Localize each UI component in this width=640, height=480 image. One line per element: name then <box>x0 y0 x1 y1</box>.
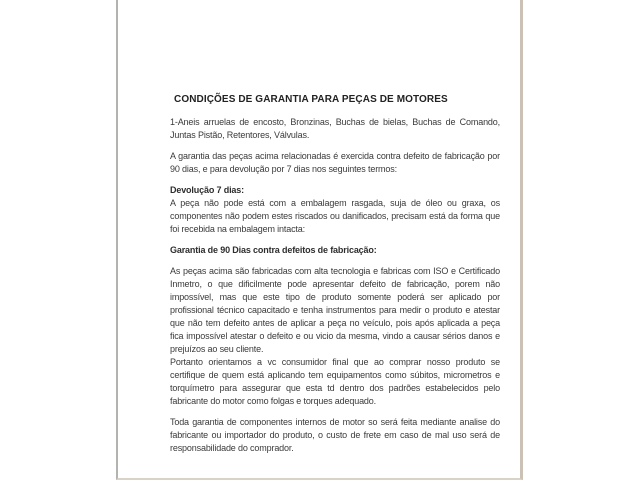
document-panel <box>116 0 523 480</box>
paragraph-warranty-terms <box>170 150 500 176</box>
garantia-heading: Garantia de 90 Dias contra defeitos de fabricação: <box>170 245 377 255</box>
paragraph-text: A garantia das peças acima relacionadas é exercida contra defeito de fabricação por 90 dias, e para devolução por 7 dias nos seguintes termos: <box>170 151 500 174</box>
document-title: CONDIÇÕES DE GARANTIA PARA PEÇAS DE MOTORES <box>174 94 448 105</box>
paragraph-text: As peças acima são fabricadas com alta tecnologia e fabricas com ISO e Certificado Inmetro, o que dificilmente pode apresentar defeito de fabricação, porem não impossível, mas que este tipo de produto somente poderá ser aplicado por profissional técnico capacitado e tenha instrumentos para medir o produto e atestar que não tem defeito antes de aplicar a peça no veículo, pois após aplicada a peça fica impossível atestar o defeito e ou vicio da mesma, vindo a causar sérios danos e prejuízos ao seu cliente. <box>170 266 500 354</box>
paragraph-text: Portanto orientamos a vc consumidor final que ao comprar nosso produto se certifique de quem está aplicando tem equipamentos como súbitos, micrometros e torquímetro para assegurar que esta td dentro dos padrões estabelecidos pelo fabricante do motor como folgas e torques adequado. <box>170 357 500 406</box>
paragraph-garantia-body <box>170 265 500 408</box>
document-content <box>118 0 520 455</box>
devolucao-heading: Devolução 7 dias: <box>170 185 244 195</box>
paragraph-garantia-90-dias-heading <box>170 244 500 257</box>
paragraph-text: A peça não pode está com a embalagem rasgada, suja de óleo ou graxa, os componentes não podem estes riscados ou danificados, precisam está da forma que foi recebida na embalagem intacta: <box>170 198 500 234</box>
paragraph-text: 1-Aneis arruelas de encosto, Bronzinas, Buchas de bielas, Buchas de Comando, Juntas Pistão, Retentores, Válvulas. <box>170 117 500 140</box>
paragraph-final-note <box>170 416 500 455</box>
paragraph-text: Toda garantia de componentes internos de motor so será feita mediante analise do fabricante ou importador do produto, o custo de frete em caso de mal uso será de responsabilidade do comprador. <box>170 417 500 453</box>
paragraph-devolucao-7-dias <box>170 184 500 236</box>
paragraph-parts-list <box>170 116 500 142</box>
